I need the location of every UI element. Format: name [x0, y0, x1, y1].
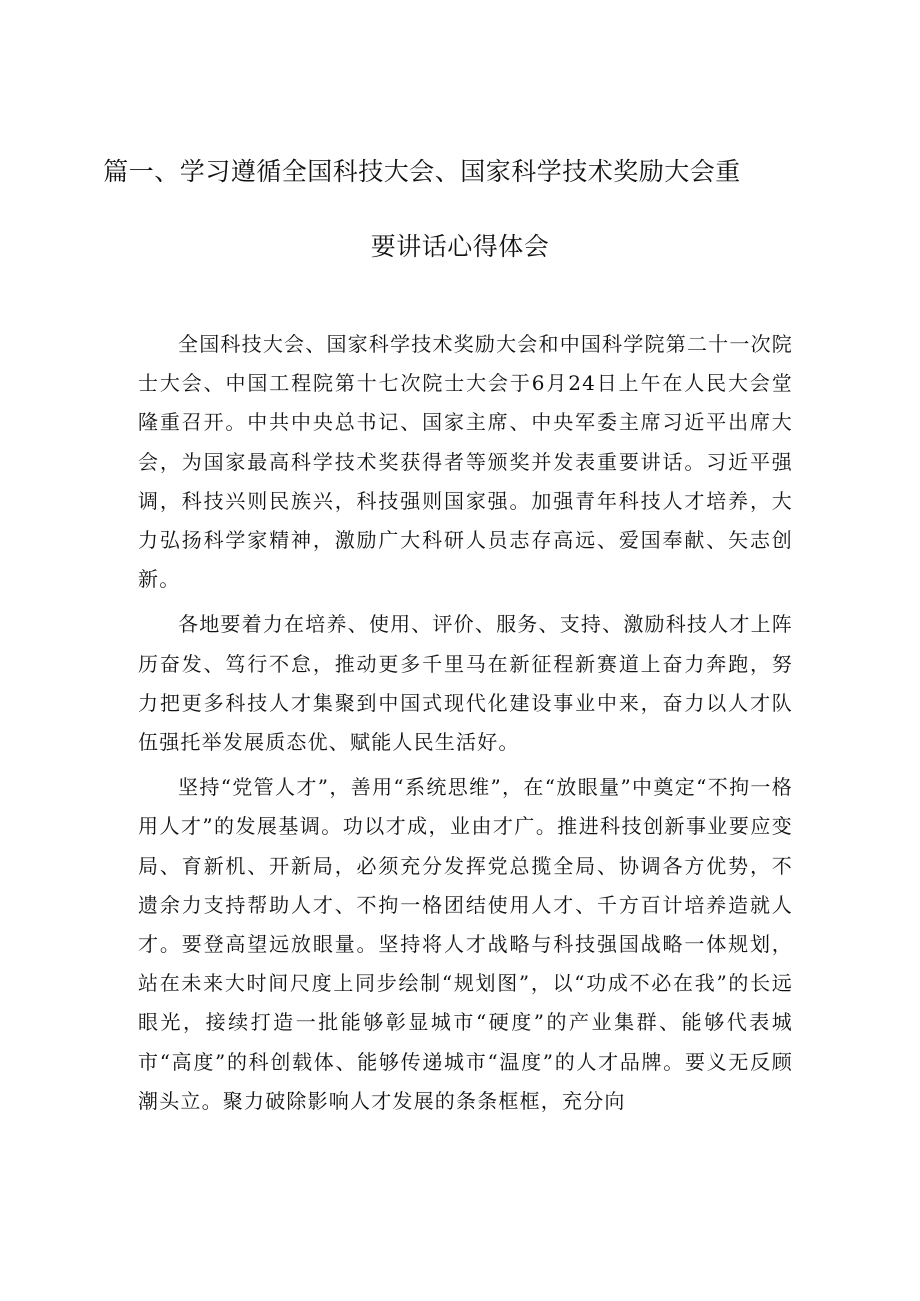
body-paragraph-2: 各地要着力在培养、使用、评价、服务、支持、激励科技人才上阵历奋发、笃行不怠，推动更多千里马在新征程新赛道上奋力奔跑，努力把更多科技人才集聚到中国式现代化建设事业中来，奋力以人才队伍强托举发展质态优、赋能人民生活好。 — [138, 612, 793, 755]
document-title-line-1: 篇一、学习遵循全国科技大会、国家科学技术奖励大会重 — [103, 157, 741, 186]
body-paragraph-1: 全国科技大会、国家科学技术奖励大会和中国科学院第二十一次院士大会、中国工程院第十七次院士大会于6月24日上午在人民大会堂隆重召开。中共中央总书记、国家主席、中央军委主席习近平出席大会，为国家最高科学技术奖获得者等颁奖并发表重要讲话。习近平强调，科技兴则民族兴，科技强则国家强。加强青年科技人才培养，大力弘扬科学家精神，激励广大科研人员志存高远、爱国奉献、矢志创新。 — [138, 332, 793, 592]
body-paragraph-3: 坚持“党管人才”，善用“系统思维”，在“放眼量”中奠定“不拘一格用人才”的发展基调。功以才成，业由才广。推进科技创新事业要应变局、育新机、开新局，必须充分发挥党总揽全局、协调各方优势，不遗余力支持帮助人才、不拘一格团结使用人才、千方百计培养造就人才。要登高望远放眼量。坚持将人才战略与科技强国战略一体规划，站在未来大时间尺度上同步绘制“规划图”，以“功成不必在我”的长远眼光，接续打造一批能够彰显城市“硬度”的产业集群、能够代表城市“高度”的科创载体、能够传递城市“温度”的人才品牌。要义无反顾潮头立。聚力破除影响人才发展的条条框框，充分向 — [138, 775, 793, 1113]
document-body — [138, 325, 793, 1127]
document-title-line-2: 要讲话心得体会 — [370, 232, 550, 261]
